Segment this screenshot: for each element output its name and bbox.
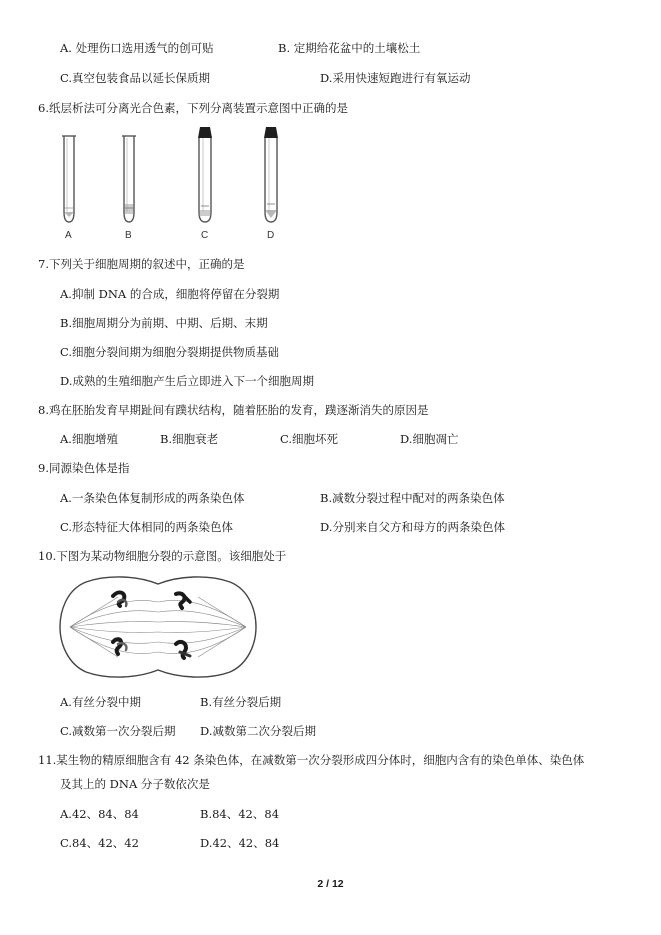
q9-option-b: B.减数分裂过程中配对的两条染色体: [320, 491, 505, 505]
q11-option-a: A.42、84、84: [60, 807, 139, 821]
cell-membrane: [60, 577, 256, 677]
page-number: 2 / 12: [317, 878, 344, 890]
q11-stem-line1: 11.某生物的精原细胞含有 42 条染色体，在减数第一次分裂形成四分体时，细胞内含有的染色单体、染色体: [38, 753, 585, 767]
tube-label-a: A: [65, 230, 72, 241]
tube-d: [264, 127, 278, 222]
spindle-fibers: [70, 597, 246, 657]
q5-option-a: A. 处理伤口选用透气的创可贴: [60, 41, 214, 55]
q9-option-d: D.分别来自父方和母方的两条染色体: [320, 520, 505, 534]
tube-b: [122, 136, 136, 222]
q7-option-a: A.抑制 DNA 的合成，细胞将停留在分裂期: [60, 287, 280, 301]
q7-option-d: D.成熟的生殖细胞产生后立即进入下一个细胞周期: [60, 374, 314, 388]
q8-option-d: D.细胞凋亡: [400, 432, 459, 446]
tube-label-c: C: [201, 230, 209, 241]
q10-option-a: A.有丝分裂中期: [60, 695, 141, 709]
q8-option-a: A.细胞增殖: [60, 432, 118, 446]
q10-stem: 10.下图为某动物细胞分裂的示意图。该细胞处于: [38, 549, 287, 563]
q5-option-c: C.真空包装食品以延长保质期: [60, 71, 211, 85]
q9-option-a: A.一条染色体复制形成的两条染色体: [60, 491, 245, 505]
tube-label-b: B: [125, 230, 132, 241]
q7-option-c: C.细胞分裂间期为细胞分裂期提供物质基础: [60, 345, 280, 359]
q11-option-d: D.42、42、84: [200, 836, 280, 850]
q11-option-b: B.84、42、84: [200, 807, 280, 821]
cell-division-figure: [58, 572, 258, 682]
q9-option-c: C.形态特征大体相同的两条染色体: [60, 520, 234, 534]
q8-option-b: B.细胞衰老: [160, 432, 219, 446]
q7-stem: 7.下列关于细胞周期的叙述中，正确的是: [38, 257, 245, 271]
q7-option-b: B.细胞周期分为前期、中期、后期、末期: [60, 316, 268, 330]
chromatography-tubes-figure: [50, 124, 290, 242]
q6-stem: 6.纸层析法可分离光合色素，下列分离装置示意图中正确的是: [38, 101, 348, 115]
q8-option-c: C.细胞坏死: [280, 432, 339, 446]
q5-option-b: B. 定期给花盆中的土壤松土: [278, 41, 421, 55]
tube-a: [62, 136, 76, 222]
q10-option-d: D.减数第二次分裂后期: [200, 724, 316, 738]
q5-option-d: D.采用快速短跑进行有氧运动: [320, 71, 471, 85]
q11-option-c: C.84、42、42: [60, 836, 139, 850]
tube-c: [198, 127, 212, 222]
q10-option-b: B.有丝分裂后期: [200, 695, 282, 709]
q8-stem: 8.鸡在胚胎发育早期趾间有蹼状结构，随着胚胎的发育，蹼逐渐消失的原因是: [38, 403, 429, 417]
tube-label-d: D: [267, 230, 275, 241]
q10-option-c: C.减数第一次分裂后期: [60, 724, 176, 738]
q9-stem: 9.同源染色体是指: [38, 461, 130, 475]
q11-stem-line2: 及其上的 DNA 分子数依次是: [60, 777, 210, 791]
